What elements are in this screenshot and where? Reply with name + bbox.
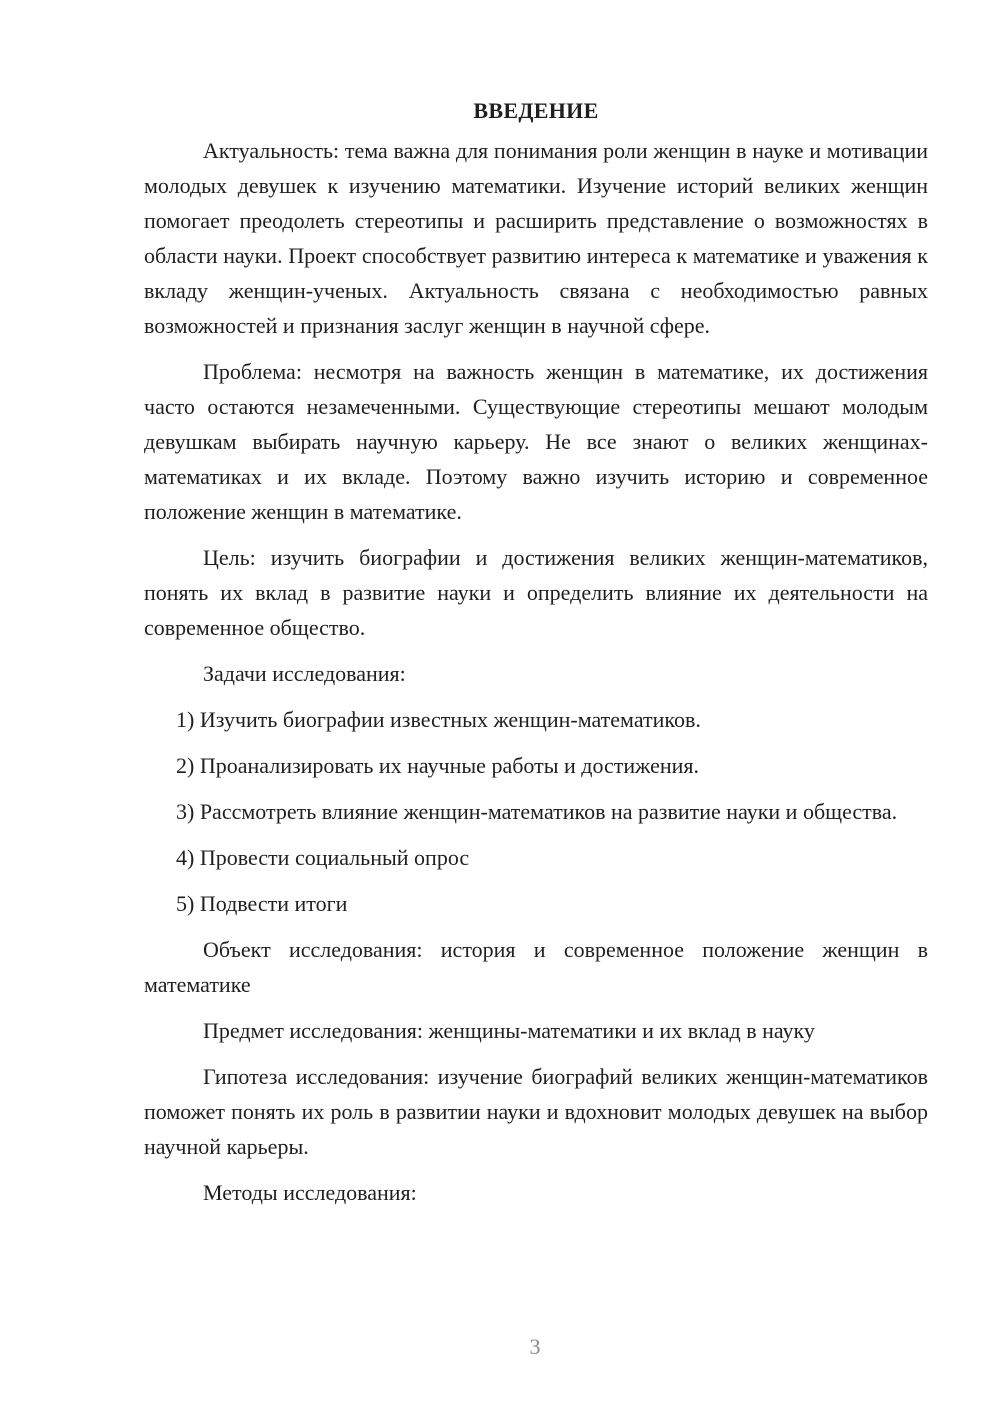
task-item-1: 1) Изучить биографии известных женщин-математиков. [176, 707, 701, 732]
paragraph-hypothesis: Гипотеза исследования: изучение биографий великих женщин-математиков поможет понять их роль в развитии науки и вдохновит молодых девушек на выбор научной карьеры. [144, 1064, 928, 1159]
section-heading: ВВЕДЕНИЕ [473, 98, 599, 123]
paragraph-tasks-title: Задачи исследования: [203, 661, 406, 686]
paragraph-subject: Предмет исследования: женщины-математики и их вклад в науку [203, 1018, 815, 1043]
paragraph-object: Объект исследования: история и современное положение женщин в математике [144, 937, 928, 997]
task-item-5: 5) Подвести итоги [176, 891, 348, 916]
task-item-4: 4) Провести социальный опрос [176, 845, 470, 870]
paragraph-problem: Проблема: несмотря на важность женщин в математике, их достижения часто остаются незамеченными. Существующие стереотипы мешают молодым девушкам выбирать научную карьеру. Не все знают о великих женщинах-математиках и их вкладе. Поэтому важно изучить историю и современное положение женщин в математике. [144, 359, 928, 524]
paragraph-methods-title: Методы исследования: [203, 1180, 417, 1205]
paragraph-goal: Цель: изучить биографии и достижения великих женщин-математиков, понять их вклад в развитие науки и определить влияние их деятельности на современное общество. [144, 545, 928, 640]
task-item-2: 2) Проанализировать их научные работы и достижения. [176, 753, 700, 778]
page-number: 3 [529, 1334, 541, 1359]
document-page [144, 96, 928, 1221]
paragraph-relevance: Актуальность: тема важна для понимания роли женщин в науке и мотивации молодых девушек к изучению математики. Изучение историй великих женщин помогает преодолеть стереотипы и расширить представление о возможностях в области науки. Проект способствует развитию интереса к математике и уважения к вкладу женщин-ученых. Актуальность связана с необходимостью равных возможностей и признания заслуг женщин в научной сфере. [144, 138, 928, 338]
task-item-3: 3) Рассмотреть влияние женщин-математиков на развитие науки и общества. [176, 799, 898, 824]
